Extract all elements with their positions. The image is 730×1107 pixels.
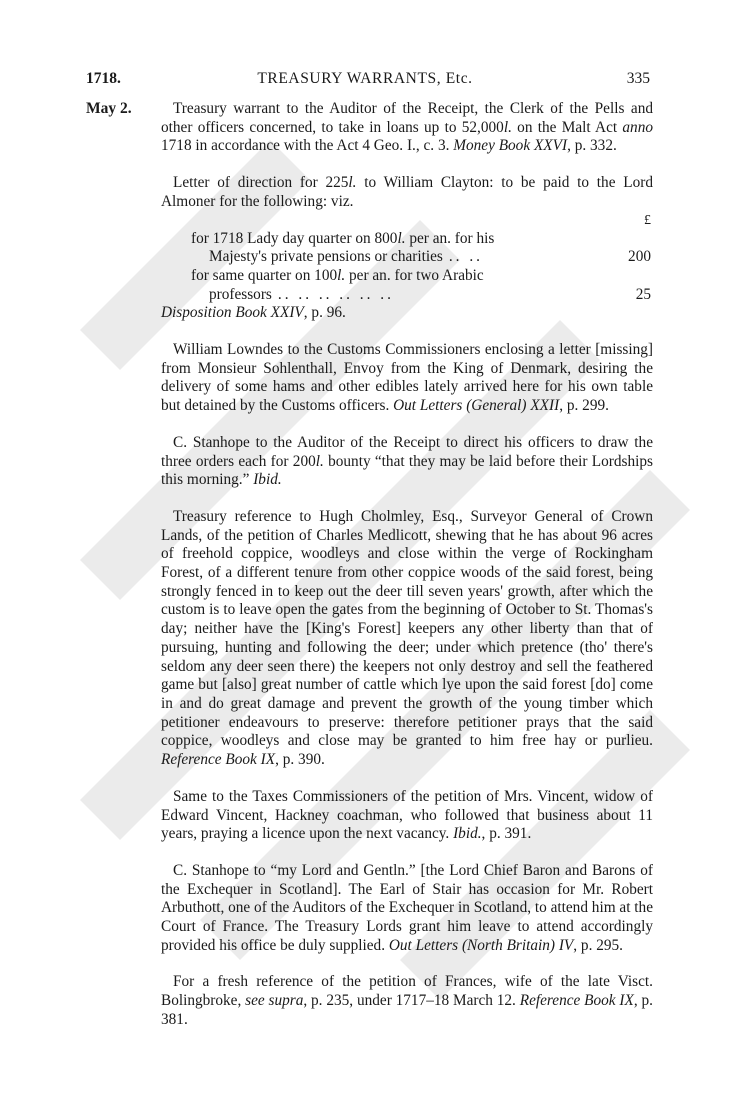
entry-stanhope-auditor: C. Stanhope to the Auditor of the Receipt to direct his officers to draw the three orders each for 200l. bounty “that they may be laid before their Lordships this morning.” Ibid. [161, 433, 653, 489]
entry-exchequer-scotland: C. Stanhope to “my Lord and Gentln.” [the Lord Chief Baron and Barons of the Exchequer in Scotland]. The Earl of Stair has occasion for Mr. Robert Arbuthott, one of the Auditors of the Exchequer in Scotland, to attend him at the Court of France. The Treasury Lords grant him leave to attend accordingly provided his office be duly supplied. Out Letters (North Britain) IV, p. 295. [161, 861, 653, 954]
entry-taxes-commissioners: Same to the Taxes Commissioners of the petition of Mrs. Vincent, widow of Edward Vincent, Hackney coachman, who followed that business about 11 years, praying a licence upon the next vacancy. Ibid., p. 391. [161, 787, 653, 843]
payment-amount: 25 [635, 285, 651, 303]
entry-treasury-reference: Treasury reference to Hugh Cholmley, Esq., Surveyor General of Crown Lands, of the petition of Charles Medlicott, shewing that he has about 96 acres of freehold coppice, woodleys and close within the verge of Rockingham Forest, of a different tenure from other coppice woods of the said forest, being strongly fenced in to keep out the deer till seven years' growth, after which the custom is to leave open the gates from the beginning of October to St. Thomas's day; neither have the [King's Forest] keepers any other liberty than that of pursuing, hunting and following the deer; under which pretence (tho' there's seldom any deer seen there) the keepers not only destroy and sell the feathered game but [also] great number of cattle which lye upon the said forest [do] come in and do great damage and prevent the growth of the young timber which petitioner endeavours to preserve: therefore petitioner prays that the said coppice, woodleys and close may be granted to him free hay or purlieu. Reference Book IX, p. 390. [161, 507, 653, 769]
pound-column-head: £ [644, 212, 651, 228]
payment-amount: 200 [628, 248, 651, 266]
entry-bolingbroke-reference: For a fresh reference of the petition of Frances, wife of the late Visct. Bolingbroke, see supra, p. 235, under 1717–18 March 12. Reference Book IX, p. 381. [161, 973, 653, 1028]
citation: Out Letters (North Britain) IV [388, 936, 574, 954]
citation: Reference Book IX [519, 992, 634, 1010]
header-year: 1718. [86, 70, 121, 87]
citation: Ibid. [253, 471, 282, 489]
citation: Reference Book IX [161, 751, 276, 769]
entry-treasury-warrant: Treasury warrant to the Auditor of the Receipt, the Clerk of the Pells and other officers concerned, to take in loans up to 52,000l. on the Malt Act anno 1718 in accordance with the Act 4 Geo. I., c. 3. Money Book XXVI, p. 332. [161, 100, 653, 155]
citation: Money Book XXVI [453, 137, 568, 155]
letter-intro: Letter of direction for 225l. to William Clayton: to be paid to the Lord Almoner for the following: viz. [161, 174, 653, 210]
payment-item: for same quarter on 100l. per an. for two Arabic professors .. .. .. .. .. .. 25 [191, 266, 651, 303]
citation: Ibid. [453, 825, 482, 843]
payment-item: for 1718 Lady day quarter on 800l. per an. for his Majesty's private pensions or charities .. .. 200 [191, 229, 651, 266]
running-title: TREASURY WARRANTS, Etc. [257, 70, 473, 87]
margin-date: May 2. [86, 100, 132, 117]
page-number: 335 [626, 70, 650, 87]
body-column [161, 100, 653, 1048]
entry-letter-of-direction [161, 174, 653, 323]
entry-customs-letter: William Lowndes to the Customs Commissioners enclosing a letter [missing] from Monsieur Sohlenthall, Envoy from the King of Denmark, desiring the delivery of some hams and other edibles lately arrived here for his own table but detained by the Customs officers. Out Letters (General) XXII, p. 299. [161, 341, 653, 415]
citation-line: Disposition Book XXIV, p. 96. [161, 304, 346, 322]
citation: Out Letters (General) XXII [393, 397, 560, 415]
